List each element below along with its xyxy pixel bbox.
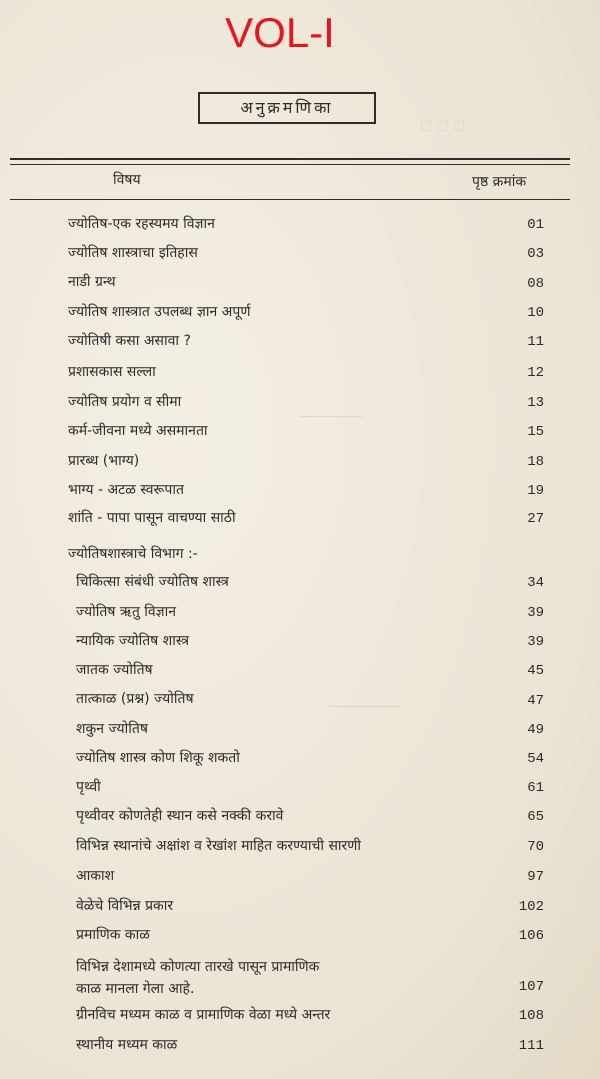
index-title: अनुक्रमणिका xyxy=(198,92,376,124)
volume-label: VOL-I xyxy=(225,9,335,56)
list-item-page: 27 xyxy=(527,511,544,527)
list-item-page: 18 xyxy=(527,454,544,470)
list-item-title: चिकित्सा संबंधी ज्योतिष शास्त्र xyxy=(76,574,229,590)
list-item-page: 70 xyxy=(527,839,544,855)
list-item-title: ज्योतिष प्रयोग व सीमा xyxy=(68,394,182,410)
list-item-page: 111 xyxy=(518,1038,544,1054)
list-item-page: 97 xyxy=(527,869,544,885)
list-item-title: प्रारब्ध (भाग्य) xyxy=(68,453,140,469)
list-item-page: 108 xyxy=(518,1008,544,1024)
list-item-page: 65 xyxy=(527,809,544,825)
list-item-title: शकुन ज्योतिष xyxy=(76,721,148,737)
list-item-title: आकाश xyxy=(76,868,115,884)
list-item-title: शांति - पापा पासून वाचण्या साठी xyxy=(68,510,236,526)
list-item-title: विभिन्न देशामध्ये कोणत्या तारखे पासून प्रामाणिक काळ मानला गेला आहे. xyxy=(76,959,320,997)
list-item-title: ग्रीनविच मध्यम काळ व प्रामाणिक वेळा मध्ये अन्तर xyxy=(76,1007,331,1023)
list-item-title: तात्काळ (प्रश्न) ज्योतिष xyxy=(76,691,194,707)
list-item-page: 49 xyxy=(527,722,544,738)
column-header-page-number: पृष्ठ क्रमांक xyxy=(472,174,527,190)
list-item-title: ज्योतिष-एक रहस्यमय विज्ञान xyxy=(68,216,215,232)
list-item-page: 12 xyxy=(527,365,544,381)
bleed-through-mark: □ □ □ xyxy=(420,118,466,133)
list-item-title: न्यायिक ज्योतिष शास्त्र xyxy=(76,633,190,649)
list-item-page: 08 xyxy=(527,276,544,292)
list-item-page: 61 xyxy=(527,780,544,796)
list-item-page: 03 xyxy=(527,246,544,262)
list-item-page: 10 xyxy=(527,305,544,321)
list-item-title: स्थानीय मध्यम काळ xyxy=(76,1037,178,1053)
list-item-page: 54 xyxy=(527,751,544,767)
column-header-subject: विषय xyxy=(113,172,141,188)
list-item-title: जातक ज्योतिष xyxy=(76,662,153,678)
list-item-title: ज्योतिषी कसा असावा ? xyxy=(68,333,191,349)
list-item-page: 47 xyxy=(527,693,544,709)
list-item-title: पृथ्वीवर कोणतेही स्थान कसे नक्की करावे xyxy=(76,808,284,824)
list-item-title: ज्योतिष शास्त्राचा इतिहास xyxy=(68,245,198,261)
list-item-title: ज्योतिष ऋतु विज्ञान xyxy=(76,604,177,620)
list-item-title: प्रमाणिक काळ xyxy=(76,927,150,943)
list-item-title: नाडी ग्रन्थ xyxy=(68,274,116,290)
list-item-page: 15 xyxy=(527,424,544,440)
list-item-title: ज्योतिष शास्त्रात उपलब्ध ज्ञान अपूर्ण xyxy=(68,304,251,320)
list-item-page: 13 xyxy=(527,395,544,411)
list-item-title: ज्योतिष शास्त्र कोण शिकू शकतो xyxy=(76,750,240,766)
list-item-page: 107 xyxy=(518,979,544,995)
list-item-page: 102 xyxy=(518,899,544,915)
list-item-page: 19 xyxy=(527,483,544,499)
section-heading: ज्योतिषशास्त्राचे विभाग :- xyxy=(68,546,198,562)
bleed-through-mark: ──────── xyxy=(300,410,363,425)
list-item-page: 106 xyxy=(518,928,544,944)
list-item-title: वेळेचे विभिन्न प्रकार xyxy=(76,898,174,914)
list-item-title: प्रशासकास सल्ला xyxy=(68,364,156,380)
list-item-title: भाग्य - अटळ स्वरूपात xyxy=(68,482,184,498)
bleed-through-mark: ───────── xyxy=(330,700,401,715)
list-item-page: 39 xyxy=(527,605,544,621)
list-item-page: 11 xyxy=(527,334,544,350)
list-item-page: 34 xyxy=(527,575,544,591)
list-item-title: विभिन्न स्थानांचे अक्षांश व रेखांश माहित करण्याची सारणी xyxy=(76,838,362,854)
list-item-title: कर्म-जीवना मध्ये असमानता xyxy=(68,423,208,439)
list-item-page: 45 xyxy=(527,663,544,679)
list-item-page: 01 xyxy=(527,217,544,233)
list-item-page: 39 xyxy=(527,634,544,650)
list-item-title: पृथ्वी xyxy=(76,779,101,795)
